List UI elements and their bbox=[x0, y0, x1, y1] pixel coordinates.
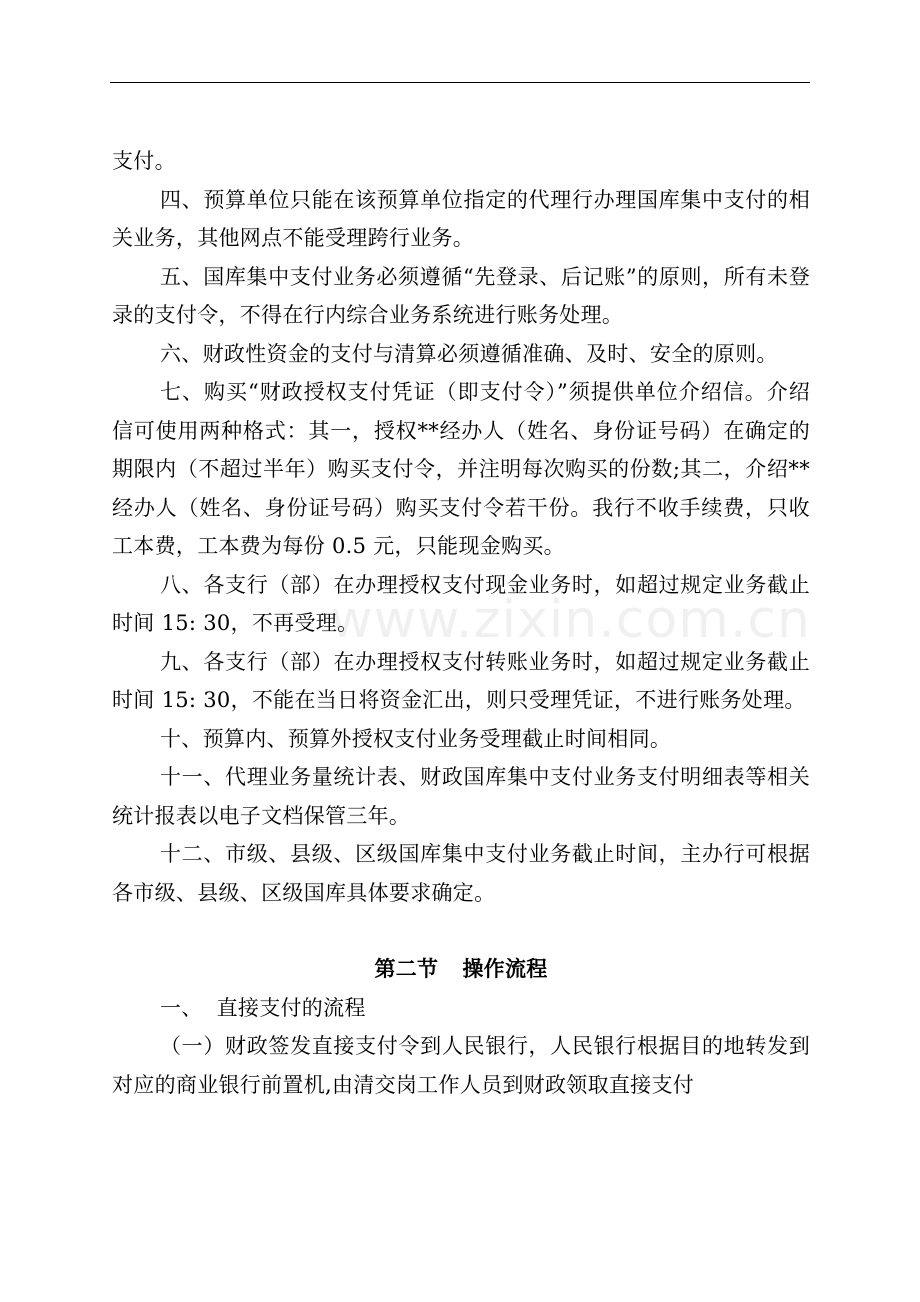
section-heading bbox=[112, 950, 810, 989]
paragraph-item-10: 十、预算内、预算外授权支付业务受理截止时间相同。 bbox=[160, 726, 672, 751]
watermark: www.zixin.com.cn bbox=[330, 590, 811, 650]
paragraph-step-1: （一）财政签发直接支付令到人民银行，人民银行根据目的地转发到对应的商业银行前置机,由清交岗工作人员到财政领取直接支付 bbox=[112, 1034, 810, 1097]
paragraph-item-8: 八、各支行（部）在办理授权支付现金业务时，如超过规定业务截止时间 15: 30，不再受理。 bbox=[112, 572, 810, 635]
paragraph-item-5: 五、国库集中支付业务必须遵循“先登录、后记账”的原则，所有未登录的支付令，不得在行内综合业务系统进行账务处理。 bbox=[112, 264, 810, 327]
paragraph-item-7: 七、购买“财政授权支付凭证（即支付令）”须提供单位介绍信。介绍信可使用两种格式：其一，授权**经办人（姓名、身份证号码）在确定的期限内（不超过半年）购买支付令，并注明每次购买的份数;其二，介绍**经办人（姓名、身份证号码）购买支付令若干份。我行不收手续费，只收工本费，工本费为每份 0.5 元，只能现金购买。 bbox=[112, 380, 810, 558]
paragraph-item-11: 十一、代理业务量统计表、财政国库集中支付业务支付明细表等相关统计报表以电子文档保管三年。 bbox=[112, 765, 810, 828]
header-rule bbox=[110, 82, 810, 83]
paragraph-item-9: 九、各支行（部）在办理授权支付转账业务时，如超过规定业务截止时间 15: 30，不能在当日将资金汇出，则只受理凭证，不进行账务处理。 bbox=[112, 649, 810, 712]
paragraph-continuation: 支付。 bbox=[112, 149, 176, 173]
document-body bbox=[112, 142, 810, 1104]
section-title: 操作流程 bbox=[462, 957, 548, 981]
paragraph-item-4: 四、预算单位只能在该预算单位指定的代理行办理国库集中支付的相关业务，其他网点不能受理跨行业务。 bbox=[112, 187, 810, 250]
subsection-number: 一、 bbox=[160, 995, 203, 1020]
subsection-heading bbox=[112, 989, 810, 1028]
section-number: 第二节 bbox=[374, 957, 439, 981]
subsection-title: 直接支付的流程 bbox=[216, 995, 366, 1020]
paragraph-item-6: 六、财政性资金的支付与清算必须遵循准确、及时、安全的原则。 bbox=[160, 341, 778, 366]
paragraph-item-12: 十二、市级、县级、区级国库集中支付业务截止时间，主办行可根据各市级、县级、区级国库具体要求确定。 bbox=[112, 842, 810, 905]
